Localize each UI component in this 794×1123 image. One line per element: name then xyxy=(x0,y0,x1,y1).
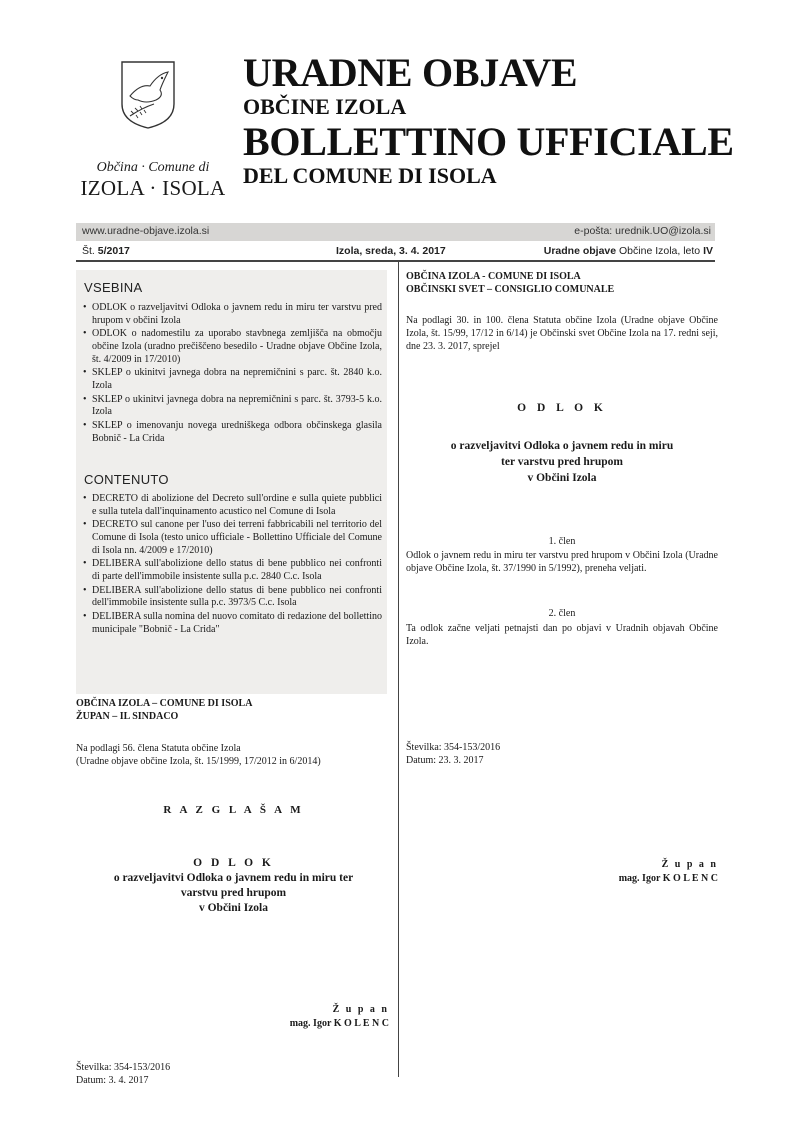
right-signer-name: mag. Igor K O L E N C xyxy=(618,873,718,884)
left-date: Datum: 3. 4. 2017 xyxy=(76,1075,149,1086)
left-reference xyxy=(76,1061,391,1087)
legal-basis-line1: Na podlagi 56. člena Statuta občine Izola xyxy=(76,743,241,754)
vsebina-heading: VSEBINA xyxy=(84,280,143,295)
toc-item[interactable]: • DELIBERA sulla nomina del nuovo comitato di redazione del bollettino municipale "Bobnič - La Crida" xyxy=(82,611,382,636)
right-act-subtitle-block xyxy=(406,438,718,486)
left-act-subtitle-1: o razveljavitvi Odloka o javnem redu in miru ter xyxy=(113,872,354,884)
toc-item[interactable]: • DECRETO di abolizione del Decreto sull'ordine e sulla quiete pubblici e sulla tutela dall'inquinamento acustico nel Comune di Isola xyxy=(82,493,382,518)
right-date: Datum: 23. 3. 2017 xyxy=(406,755,484,766)
toc-item[interactable]: • SKLEP o ukinitvi javnega dobra na nepremičnini s parc. št. 3793-5 k.o. Izola xyxy=(82,394,382,419)
coat-of-arms-logo xyxy=(120,60,176,130)
municipality-name-line1: Občina · Comune di xyxy=(96,160,210,175)
left-act-title-block xyxy=(76,856,391,916)
left-act-title: O D L O K xyxy=(193,857,274,869)
website-link[interactable]: www.uradne-objave.izola.si xyxy=(82,225,210,237)
municipality-name-line2: IZOLA · ISOLA xyxy=(80,176,226,200)
vsebina-list xyxy=(82,302,382,446)
right-intro: Na podlagi 30. in 100. člena Statuta občine Izola (Uradne objave Občine Izola, št. 15/99, 17/12 in 6/14) je Občinski svet Občine Izola na 17. redni seji, dne 23. 3. 2017, sprejel xyxy=(406,315,718,352)
left-number: Številka: 354-153/2016 xyxy=(76,1062,171,1073)
contents-box xyxy=(76,270,387,694)
left-signer-role: Ž u p a n xyxy=(332,1004,389,1015)
left-legal-basis xyxy=(76,742,391,768)
legal-basis-line2: (Uradne objave občine Izola, št. 15/1999, 17/2012 in 6/2014) xyxy=(76,756,321,767)
title-italian: BOLLETTINO UFFICIALE xyxy=(243,119,734,164)
contenuto-list xyxy=(82,493,382,637)
title-slovene: URADNE OBJAVE xyxy=(243,50,578,95)
right-act-subtitle-2: ter varstvu pred hrupom xyxy=(501,456,623,468)
publication-year-roman: IV xyxy=(703,245,713,257)
subtitle-slovene: OBČINE IZOLA xyxy=(243,94,407,119)
right-signature xyxy=(406,858,718,886)
toc-item[interactable]: • DELIBERA sull'abolizione dello status di bene pubblico nei confronti di parte dell'immobile insistente sulla p.c. 2840 C.c. Isola xyxy=(82,558,382,583)
article-2-text: Ta odlok začne veljati petnajsti dan po objavi v Uradnih objavah Občine Izola. xyxy=(406,623,718,647)
left-act-subtitle-2: varstvu pred hrupom xyxy=(180,887,287,899)
issue-number-value: 5/2017 xyxy=(97,245,130,257)
issue-number xyxy=(82,245,130,257)
article-1-title: 1. člen xyxy=(548,536,576,547)
left-signature xyxy=(76,1003,389,1031)
issue-label: Št. xyxy=(82,245,95,257)
toc-item[interactable]: • ODLOK o razveljavitvi Odloka o javnem redu in miru ter varstvu pred hrupom v občini Izola xyxy=(82,302,382,327)
email-link[interactable]: e-pošta: urednik.UO@izola.si xyxy=(574,225,711,237)
toc-item[interactable]: • SKLEP o imenovanju novega uredniškega odbora občinskega glasila Bobnič - La Crida xyxy=(82,420,382,445)
municipality-name xyxy=(78,160,228,200)
right-act-subtitle-3: v Občini Izola xyxy=(527,472,597,484)
left-signer-name: mag. Igor K O L E N C xyxy=(289,1018,389,1029)
issue-bar xyxy=(76,244,715,262)
left-act-subtitle-3: v Občini Izola xyxy=(198,902,268,914)
subtitle-italian: DEL COMUNE DI ISOLA xyxy=(243,163,497,188)
proclamation: R A Z G L A Š A M xyxy=(163,804,304,816)
right-signer-role: Ž u p a n xyxy=(661,859,718,870)
right-header-line1: OBČINA IZOLA - COMUNE DI ISOLA xyxy=(406,271,581,282)
issue-date: Izola, sreda, 3. 4. 2017 xyxy=(336,245,446,257)
left-issuer-header xyxy=(76,697,391,723)
toc-item[interactable]: • DELIBERA sull'abolizione dello status di bene pubblico nei confronti dell'immobile insistente sulla p.c. 3973/5 C.c. Isola xyxy=(82,585,382,610)
publication-name: Uradne objave xyxy=(543,245,617,257)
toc-item[interactable]: • SKLEP o ukinitvi javnega dobra na nepremičnini s parc. št. 2840 k.o. Izola xyxy=(82,367,382,392)
toc-item[interactable]: • ODLOK o nadomestilu za uporabo stavbnega zemljišča na območju občine Izola (uradno prečiščeno besedilo - Uradne objave Občine Izola, št. 4/2009 in 17/2010) xyxy=(82,328,382,366)
article-1-text: Odlok o javnem redu in miru ter varstvu pred hrupom v Občini Izola (Uradne objave Občine Izola, št. 37/1990 in 5/1992), preneha veljati. xyxy=(406,550,718,574)
publication-year xyxy=(544,245,713,257)
column-divider xyxy=(398,262,399,1077)
right-act-title: O D L O K xyxy=(517,402,607,414)
toc-item[interactable]: • DECRETO sul canone per l'uso dei terreni fabbricabili nel territorio del Comune di Isola (testo unico ufficiale - Bollettino Ufficiale del Comune di Isola nn. 4/2009 e 17/2010) xyxy=(82,519,382,557)
right-act-subtitle-1: o razveljavitvi Odloka o javnem redu in miru xyxy=(450,440,674,452)
contenuto-heading: CONTENUTO xyxy=(84,472,169,487)
left-header-line1: OBČINA IZOLA – COMUNE DI ISOLA xyxy=(76,698,253,709)
right-issuer-header xyxy=(406,270,718,296)
right-number: Številka: 354-153/2016 xyxy=(406,742,501,753)
publication-rest: Občine Izola, leto xyxy=(619,245,701,257)
article-2-title: 2. člen xyxy=(548,608,576,619)
right-header-line2: OBČINSKI SVET – CONSIGLIO COMUNALE xyxy=(406,284,615,295)
publication-title-block xyxy=(243,52,734,188)
left-header-line2: ŽUPAN – IL SINDACO xyxy=(76,711,179,722)
contact-bar xyxy=(76,223,715,241)
right-reference xyxy=(406,741,718,767)
